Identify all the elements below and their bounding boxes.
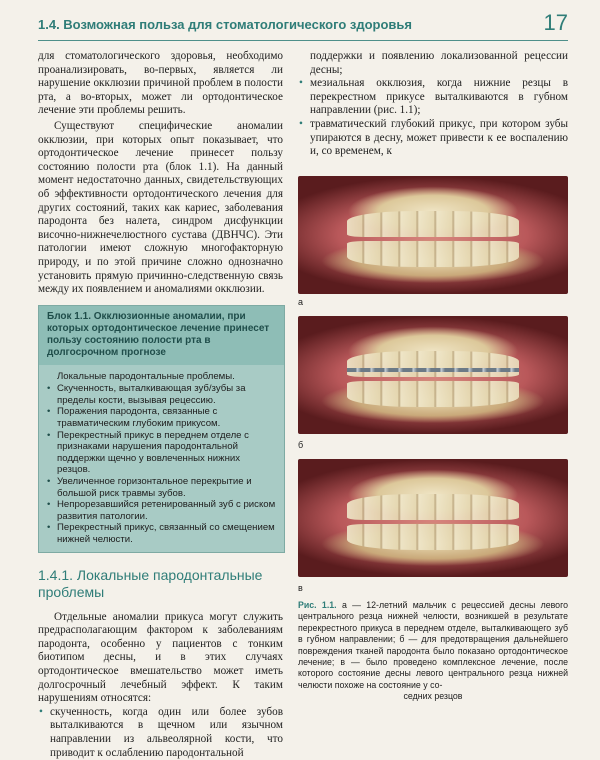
caption-label: Рис. 1.1.	[298, 600, 337, 610]
upper-teeth	[347, 211, 520, 237]
lower-teeth	[347, 381, 520, 407]
box-title: Блок 1.1. Окклюзионные аномалии, при которых ортодонтическое лечение принесет пользу состоянию полости рта в долгосрочном прогнозе	[39, 306, 284, 365]
box-list-item: • Перекрестный прикус, связанный со смещением нижней челюсти.	[47, 522, 276, 545]
box-list-item: • Непрорезавшийся ретенированный зуб с риском развития патологии.	[47, 499, 276, 522]
box-body	[39, 365, 284, 552]
box-list-item: • Перекрестный прикус в переднем отделе с признаками нарушения пародонтальной поддержки щечно у вовлеченных нижних резцов.	[47, 430, 276, 476]
running-header	[38, 10, 568, 41]
braces-wire	[347, 368, 520, 372]
left-column	[38, 50, 283, 760]
caption-last-line: седних резцов	[403, 691, 463, 702]
figure-caption	[298, 600, 568, 703]
dental-photo-b	[298, 316, 568, 434]
paragraph-2: Существуют специфические аномалии окклюзии, при которых опыт показывает, что ортодонтическое лечение принесет пользу состоянию полости рта (блок 1.1). На данный момент недостаточно данных, свидетельствующих об эффективности ортодонтического лечения для других состояний, таких как кариес, заболевания пародонта без налета, синдром дисфункции височно-нижнечелюстного сустава (ДВНЧС). Эти патологии имеют сложную многофакторную природу, и по этой причине сложно однозначно установить прямую причинно-следственную связь между их появлением и аномалиями окклюзии.	[38, 119, 283, 296]
box-list-item: • Поражения пародонта, связанные с травматическим глубоким прикусом.	[47, 406, 276, 429]
paragraph-1: для стоматологического здоровья, необходимо проанализировать, во-первых, является ли нарушение окклюзии причиной проблем в полости рта, а во-вторых, может ли ортодонтическое лечение эти проблемы решить.	[38, 50, 283, 117]
bullet-item: • скученность, когда один или более зубов выталкиваются в щечном или язычном направлении из альвеолярной кости, что приводит к ослаблению пародонтальной	[38, 706, 283, 760]
dental-photo-a	[298, 176, 568, 294]
right-column	[298, 50, 568, 159]
section-heading: 1.4.1. Локальные пародонтальные проблемы	[38, 566, 263, 600]
box-list-item: • Увеличенное горизонтальное перекрытие и большой риск травмы зубов.	[47, 476, 276, 499]
bullet-item: • мезиальная окклюзия, когда нижние резцы в перекрестном прикусе выталкиваются в губном направлении (рис. 1.1);	[298, 77, 568, 118]
caption-text: а — 12-летний мальчик с рецессией десны левого центрального резца нижней челюсти, возникшей в результате перекрестного прикуса в переднем отделе, выталкивающего зуб в губном направлении; б — для предотвращения дальнейшего повреждения тканей пародонта было показано ортодонтическое лечение; в — было проведено комплексное лечение, после которого состояние десны левого центрального резца нижней челюсти похоже на состояние у со-	[298, 600, 568, 690]
continued-text: поддержки и появлению локализованной рецессии десны;	[310, 50, 568, 76]
box-intro: Локальные пародонтальные проблемы.	[57, 370, 235, 382]
photo-label-c: в	[298, 583, 303, 593]
box-list-item: • Скученность, выталкивающая зуб/зубы за пределы кости, вызывая рецессию.	[47, 383, 276, 406]
photo-label-b: б	[298, 440, 304, 450]
box-list	[47, 383, 276, 545]
upper-teeth	[347, 351, 520, 377]
left-bullets	[38, 706, 283, 760]
header-title: 1.4. Возможная польза для стоматологического здоровья	[38, 17, 412, 32]
lower-teeth	[347, 241, 520, 267]
info-box	[38, 305, 285, 553]
paragraph-3: Отдельные аномалии прикуса могут служить предрасполагающим фактором к заболеваниям пародонта, особенно у пациентов с тонким биотипом десны, и в этих случаях ортодонтическое вмешательство может иметь долгосрочный лечебный эффект. К таким нарушениям относятся:	[38, 610, 283, 705]
photo-label-a: а	[298, 297, 304, 307]
upper-teeth	[347, 494, 520, 520]
right-bullets	[298, 77, 568, 159]
dental-photo-c	[298, 459, 568, 577]
lower-teeth	[347, 524, 520, 550]
bullet-item: • травматический глубокий прикус, при котором зубы упираются в десну, может привести к ее воспалению и, со временем, к	[298, 118, 568, 159]
page-number: 17	[543, 10, 568, 35]
